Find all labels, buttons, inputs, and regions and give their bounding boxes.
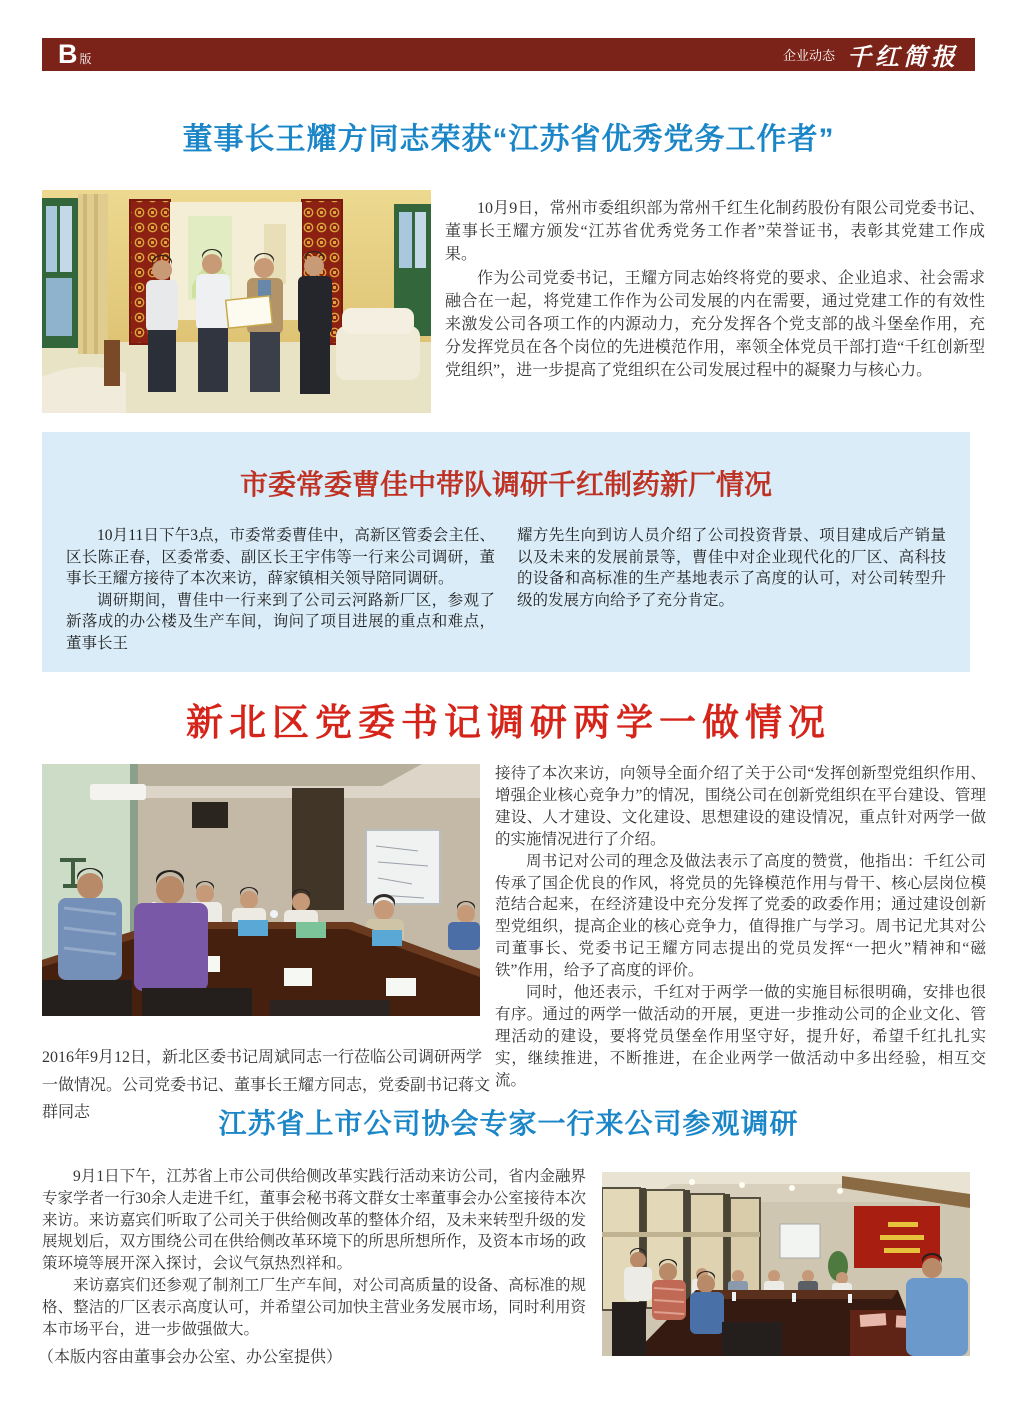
- edition-letter: B: [58, 39, 78, 69]
- award-photo-illustration: [42, 190, 431, 413]
- article3-caption: 2016年9月12日，新北区委书记周斌同志一行莅临公司调研两学一做情况。公司党委书记、董事长王耀方同志，党委副书记蒋文群同志: [42, 1049, 491, 1121]
- article1-body: [445, 197, 985, 383]
- article2-columns: [42, 503, 970, 655]
- article1-headline: 董事长王耀方同志荣获“江苏省优秀党务工作者”: [182, 123, 835, 156]
- article1-paragraph: 10月9日，常州市委组织部为常州千红生化制药股份有限公司党委书记、董事长王耀方颁发“江苏省优秀党务工作者”荣誉证书，表彰其党建工作成果。: [445, 200, 985, 264]
- footer-credit: （本版内容由董事会办公室、办公室提供）: [38, 1349, 343, 1366]
- article3-body: [495, 763, 986, 1092]
- article1-paragraph: 作为公司党委书记，王耀方同志始终将党的要求、企业追求、社会需求融合在一起，将党建工作作为公司发展的内在需要，通过党建工作的有效性来激发公司各项工作的内源动力，充分发挥各个党支部的战斗堡垒作用，充分发挥党员在各个岗位的先进模范作用，率领全体党员干部打造“千红创新型党组织”，进一步提高了党组织在公司发展过程中的凝聚力与核心力。: [445, 269, 985, 380]
- award-ceremony-photo: [42, 190, 431, 413]
- masthead-title: 千红简报: [847, 45, 959, 71]
- article4-body: [42, 1166, 970, 1364]
- article2-box: [42, 432, 970, 672]
- article4-paragraph: 来访嘉宾们还参观了制剂工厂生产车间，对公司高质量的设备、高标准的规格、整洁的厂区表示高度认可，并希望公司加快主营业务发展市场，同时利用资本市场平台，进一步做强做大。: [42, 1276, 586, 1338]
- article3-paragraph: 同时，他还表示，千红对于两学一做的实施目标很明确，安排也很有序。通过的两学一做活动的开展，更进一步推动公司的企业文化、管理活动的建设，要将党员堡垒作用坚守好，提升好，希望千红扎扎实实，继续推进，不断推进，在企业两学一做活动中多出经验，相互交流。: [495, 984, 986, 1089]
- article3-paragraph: 接待了本次来访，向领导全面介绍了关于公司“发挥创新型党组织作用、增强企业核心竞争力”的情况，围绕公司在创新党组织在平台建设、管理建设、人才建设、文化建设、思想建设的建设情况，重点针对两学一做的实施情况进行了介绍。: [495, 765, 986, 848]
- article4-headline: 江苏省上市公司协会专家一行来公司参观调研: [218, 1108, 799, 1139]
- article3-paragraph: 周书记对公司的理念及做法表示了高度的赞赏，他指出：千红公司传承了国企优良的作风，将党员的先锋模范作用与骨干、核心层岗位模范结合起来，在经济建设中充分发挥了党委的政委作用；通过建设创新型党组织，提高企业的核心竞争力，值得推广与学习。周书记尤其对公司董事长、党委书记王耀方同志提出的党员发挥“一把火”精神和“磁铁”作用，给予了高度的评价。: [495, 852, 986, 980]
- visitors-photo-illustration: [602, 1172, 970, 1356]
- visitors-meeting-photo: [602, 1172, 970, 1356]
- article2-paragraph: 耀方先生向到访人员介绍了公司投资背景、项目建成后产销量以及未来的发展前景等，曹佳中对企业现代化的厂区、高科技的设备和高标准的生产基地表示了高度的认可，对公司转型升级的发展方向给予了充分肯定。: [517, 527, 946, 609]
- article2-headline: 市委常委曹佳中带队调研千红制药新厂情况: [239, 469, 772, 500]
- article4-paragraph: 9月1日下午，江苏省上市公司供给侧改革实践行活动来访公司，省内金融界专家学者一行30余人走进千红，董事会秘书蒋文群女士率董事会办公室接待本次来访。来访嘉宾们听取了公司关于供给侧改革的整体介绍，及未来转型升级的发展规划后，双方围绕公司在供给侧改革环境下的所思所想所作，及资本市场的政策环境等展开深入探讨，会议气氛热烈祥和。: [42, 1168, 586, 1273]
- conference-photo-illustration: [42, 764, 480, 1016]
- article3-headline: 新北区党委书记调研两学一做情况: [186, 703, 831, 744]
- article2-paragraph: 10月11日下午3点，市委常委曹佳中，高新区管委会主任、区长陈正春，区委常委、副区长王宇伟等一行来公司调研，董事长王耀方接待了本次来访，薛家镇相关领导陪同调研。: [66, 527, 495, 588]
- edition-suffix: 版: [79, 52, 92, 66]
- article2-column-right: [517, 525, 946, 655]
- masthead-right: [783, 37, 959, 72]
- article2-paragraph: 调研期间，曹佳中一行来到了公司云河路新厂区，参观了新落成的办公楼及生产车间，询问了项目进展的重点和难点，董事长王: [66, 591, 495, 652]
- category-label: 企业动态: [782, 48, 835, 63]
- edition-label: [58, 41, 92, 68]
- conference-room-photo: [42, 764, 480, 1016]
- article2-column-left: [66, 525, 495, 655]
- masthead-bar: [42, 38, 975, 71]
